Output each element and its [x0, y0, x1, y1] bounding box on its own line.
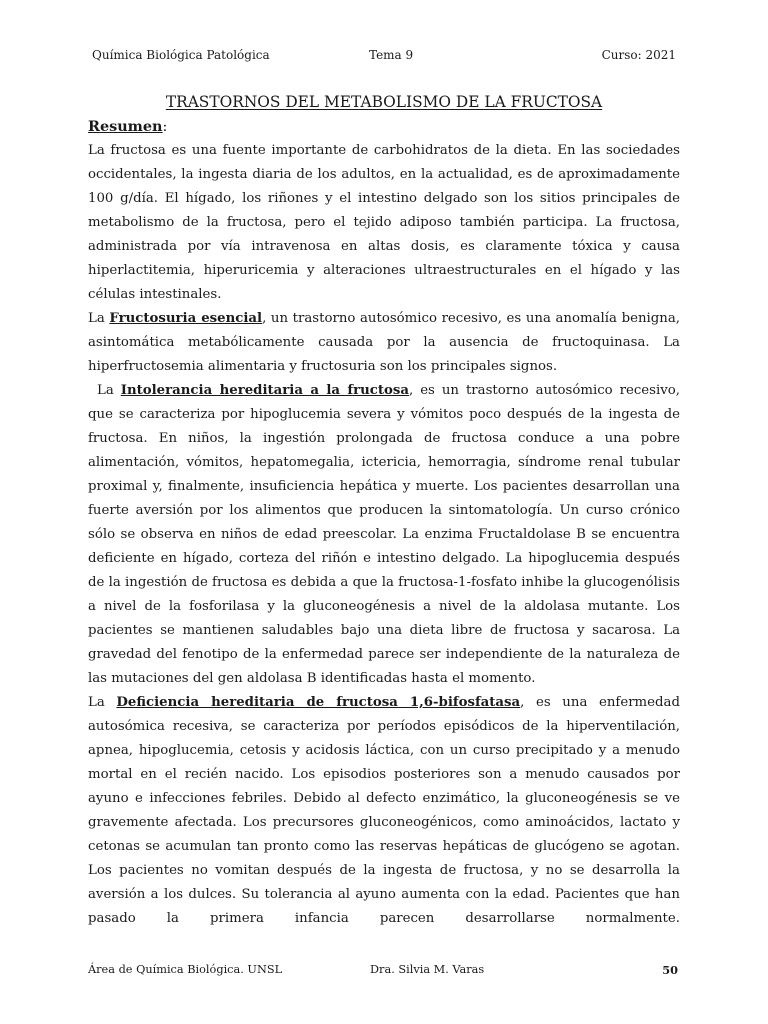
header-topic: Tema 9	[369, 48, 414, 62]
summary-heading-label: Resumen	[88, 118, 163, 135]
page-title: TRASTORNOS DEL METABOLISMO DE LA FRUCTOSA	[165, 93, 603, 111]
header-course-name: Química Biológica Patológica	[92, 48, 270, 62]
page-header	[92, 47, 676, 63]
paragraph-lead: La	[97, 383, 121, 398]
summary-heading-colon: :	[162, 119, 168, 135]
term-deficiencia-bifosfatasa: Deficiencia hereditaria de fructosa 1,6-bifosfatasa	[116, 695, 521, 710]
paragraph-deficiencia	[88, 691, 680, 931]
footer-author: Dra. Silvia M. Varas	[370, 963, 485, 976]
paragraph-intolerancia	[88, 379, 680, 691]
paragraph-fructosuria	[88, 307, 680, 379]
paragraph-intro: La fructosa es una fuente importante de carbohidratos de la dieta. En las sociedades occidentales, la ingesta diaria de los adultos, en la actualidad, es de aproximadamente 100 g/día. El hígado, los riñones y el intestino delgado son los sitios principales de metabolismo de la fructosa, pero el tejido adiposo también participa. La fructosa, administrada por vía intravenosa en altas dosis, es claramente tóxica y causa hiperlactitemia, hiperuricemia y alteraciones ultraestructurales en el hígado y las células intestinales.	[88, 143, 680, 302]
paragraph-text: , es una enfermedad autosómica recesiva, se caracteriza por períodos episódicos de la hiperventilación, apnea, hipoglucemia, cetosis y acidosis láctica, con un curso precipitado y a menudo mortal en el recién nacido. Los episodios posteriores son a menudo causados por ayuno e infecciones febriles. Debido al defecto enzimático, la gluconeogénesis se ve gravemente afectada. Los precursores gluconeogénicos, como aminoácidos, lactato y cetonas se acumulan tan pronto como las reservas hepáticas de glucógeno se agotan. Los pacientes no vomitan después de la ingesta de fructosa, y no se desarrolla la aversión a los dulces. Su tolerancia al ayuno aumenta con la edad. Pacientes que han pasado la primera infancia parecen desarrollarse normalmente.	[88, 695, 680, 926]
page-footer	[88, 962, 678, 978]
paragraph-text: , un trastorno autosómico recesivo, es una anomalía benigna, asintomática metabólicamente causada por la ausencia de fructoquinasa. La hiperfructosemia alimentaria y fructosuria son los principales signos.	[88, 311, 680, 374]
summary-heading	[88, 117, 680, 137]
header-year: Curso: 2021	[601, 48, 676, 62]
paragraph-lead: La	[88, 695, 117, 710]
paragraph-text: , es un trastorno autosómico recesivo, que se caracteriza por hipoglucemia severa y vómitos poco después de la ingesta de fructosa. En niños, la ingestión prolongada de fructosa conduce a una pobre alimentación, vómitos, hepatomegalia, ictericia, hemorragia, síndrome renal tubular proximal y, finalmente, insuficiencia hepática y muerte. Los pacientes desarrollan una fuerte aversión por los alimentos que producen la sintomatología. Un curso crónico sólo se observa en niños de edad preescolar. La enzima Fructaldolase B se encuentra deficiente en hígado, corteza del riñón e intestino delgado. La hipoglucemia después de la ingestión de fructosa es debida a que la fructosa-1-fosfato inhibe la glucogenólisis a nivel de la fosforilasa y la gluconeogénesis a nivel de la aldolasa mutante. Los pacientes se mantienen saludables bajo una dieta libre de fructosa y sacarosa. La gravedad del fenotipo de la enfermedad parece ser independiente de la naturaleza de las mutaciones del gen aldolasa B identificadas hasta el momento.	[88, 383, 680, 686]
term-intolerancia-hereditaria: Intolerancia hereditaria a la fructosa	[120, 383, 409, 398]
term-fructosuria-esencial: Fructosuria esencial	[109, 311, 263, 326]
document-body	[88, 117, 680, 931]
page-number: 50	[662, 963, 678, 977]
paragraph-lead: La	[88, 311, 110, 326]
footer-department: Área de Química Biológica. UNSL	[88, 963, 283, 976]
